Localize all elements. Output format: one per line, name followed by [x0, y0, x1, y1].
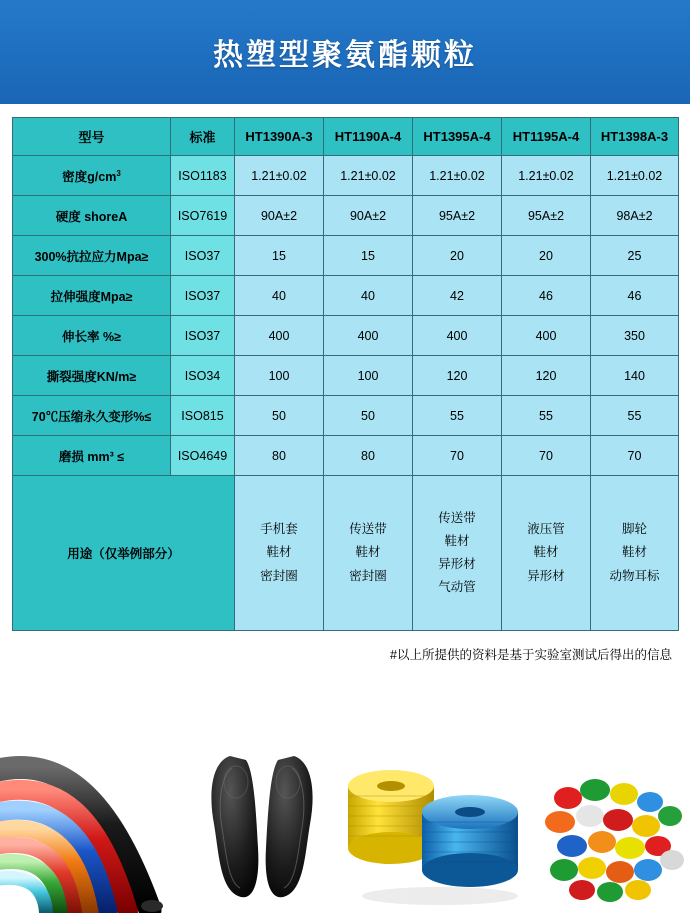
hose-bundle-photo [0, 720, 200, 913]
row-label-tensile-strength: 拉伸强度Mpa≥ [13, 276, 171, 316]
cell-value: 20 [413, 236, 502, 276]
table-row [13, 276, 679, 316]
cell-value: 350 [591, 316, 679, 356]
cell-value: 55 [591, 396, 679, 436]
cell-value: 95A±2 [502, 196, 591, 236]
product-photo-strip [0, 720, 690, 913]
cell-value: 70 [591, 436, 679, 476]
usage-item: 气动管 [438, 580, 476, 595]
usage-item: 动物耳标 [609, 568, 660, 583]
cell-value: 40 [235, 276, 324, 316]
usage-item: 鞋材 [266, 545, 292, 560]
hose-bundle-illustration [0, 720, 200, 913]
usage-item: 异形材 [527, 568, 565, 583]
table-row [13, 196, 679, 236]
row-label-elongation: 伸长率 %≥ [13, 316, 171, 356]
header-cell-ht1390a3: HT1390A-3 [235, 118, 324, 156]
header-cell-ht1395a4: HT1395A-4 [413, 118, 502, 156]
cell-value: 400 [235, 316, 324, 356]
usage-cell [324, 476, 413, 631]
row-label-tensile-stress-300: 300%抗拉应力Mpa≥ [13, 236, 171, 276]
color-pellets-photo [540, 720, 690, 913]
cell-value: 42 [413, 276, 502, 316]
header-cell-model: 型号 [13, 118, 171, 156]
cell-value: 1.21±0.02 [235, 156, 324, 196]
cell-value: 55 [502, 396, 591, 436]
cell-value: 50 [235, 396, 324, 436]
cell-value: 1.21±0.02 [324, 156, 413, 196]
header-cell-ht1190a4: HT1190A-4 [324, 118, 413, 156]
header-cell-standard: 标准 [171, 118, 235, 156]
cell-value: 80 [235, 436, 324, 476]
table-row [13, 236, 679, 276]
cell-value: 1.21±0.02 [502, 156, 591, 196]
cell-value: 140 [591, 356, 679, 396]
cell-value: 95A±2 [413, 196, 502, 236]
usage-item: 鞋材 [533, 545, 559, 560]
usage-item: 密封圈 [260, 568, 298, 583]
table-header-row [13, 118, 679, 156]
usage-cell [502, 476, 591, 631]
cell-value: 100 [235, 356, 324, 396]
usage-item: 脚轮 [621, 522, 647, 537]
spec-table-wrapper [0, 104, 690, 631]
cell-value: 25 [591, 236, 679, 276]
cell-value: 1.21±0.02 [413, 156, 502, 196]
usage-item: 异形材 [438, 557, 476, 571]
cell-value: 98A±2 [591, 196, 679, 236]
cell-value: 70 [413, 436, 502, 476]
row-label-abrasion: 磨损 mm³ ≤ [13, 436, 171, 476]
table-row [13, 356, 679, 396]
color-pellets-illustration [540, 720, 690, 913]
cell-value: 80 [324, 436, 413, 476]
usage-item: 鞋材 [621, 545, 647, 560]
row-standard: ISO34 [171, 356, 235, 396]
row-standard: ISO37 [171, 316, 235, 356]
row-standard: ISO1183 [171, 156, 235, 196]
usage-cell [413, 476, 502, 631]
cell-value: 15 [235, 236, 324, 276]
cell-value: 90A±2 [235, 196, 324, 236]
cell-value: 55 [413, 396, 502, 436]
cell-value: 400 [502, 316, 591, 356]
cell-value: 1.21±0.02 [591, 156, 679, 196]
usage-cell [235, 476, 324, 631]
cell-value: 400 [324, 316, 413, 356]
table-row [13, 396, 679, 436]
usage-cell [591, 476, 679, 631]
usage-item: 液压管 [527, 522, 565, 537]
cell-value: 20 [502, 236, 591, 276]
row-label-hardness: 硬度 shoreA [13, 196, 171, 236]
cell-value: 400 [413, 316, 502, 356]
usage-item: 鞋材 [444, 533, 470, 548]
usage-item: 传送带 [438, 510, 476, 525]
row-standard: ISO37 [171, 236, 235, 276]
row-standard: ISO37 [171, 276, 235, 316]
table-row [13, 316, 679, 356]
cell-value: 120 [502, 356, 591, 396]
pneumatic-coil-illustration [340, 720, 540, 913]
header-cell-ht1195a4: HT1195A-4 [502, 118, 591, 156]
pneumatic-coil-photo [340, 720, 540, 913]
shoe-sole-photo [200, 720, 340, 913]
header-cell-ht1398a3: HT1398A-3 [591, 118, 679, 156]
cell-value: 100 [324, 356, 413, 396]
page-title: 热塑型聚氨酯颗粒 [213, 39, 477, 72]
row-label-tear-strength: 撕裂强度KN/m≥ [13, 356, 171, 396]
row-label-text: 密度g/cm [62, 169, 117, 184]
shoe-sole-illustration [200, 720, 340, 913]
row-standard: ISO815 [171, 396, 235, 436]
row-label-compression-set: 70℃压缩永久变形%≤ [13, 396, 171, 436]
table-row [13, 436, 679, 476]
cell-value: 70 [502, 436, 591, 476]
row-standard: ISO7619 [171, 196, 235, 236]
table-row-usage [13, 476, 679, 631]
cell-value: 46 [591, 276, 679, 316]
cell-value: 15 [324, 236, 413, 276]
row-standard: ISO4649 [171, 436, 235, 476]
usage-item: 传送带 [349, 522, 387, 537]
usage-item: 鞋材 [355, 545, 381, 560]
usage-item: 手机套 [260, 522, 298, 537]
header-banner [0, 0, 690, 104]
disclaimer-note: #以上所提供的资料是基于实验室测试后得出的信息 [390, 648, 672, 662]
cell-value: 50 [324, 396, 413, 436]
usage-label: 用途（仅举例部分） [13, 476, 235, 631]
table-row [13, 156, 679, 196]
spec-table [12, 117, 679, 631]
cell-value: 90A±2 [324, 196, 413, 236]
cell-value: 40 [324, 276, 413, 316]
usage-item: 密封圈 [349, 568, 387, 583]
row-label-density [13, 156, 171, 196]
row-label-superscript: 3 [116, 168, 121, 178]
cell-value: 46 [502, 276, 591, 316]
cell-value: 120 [413, 356, 502, 396]
